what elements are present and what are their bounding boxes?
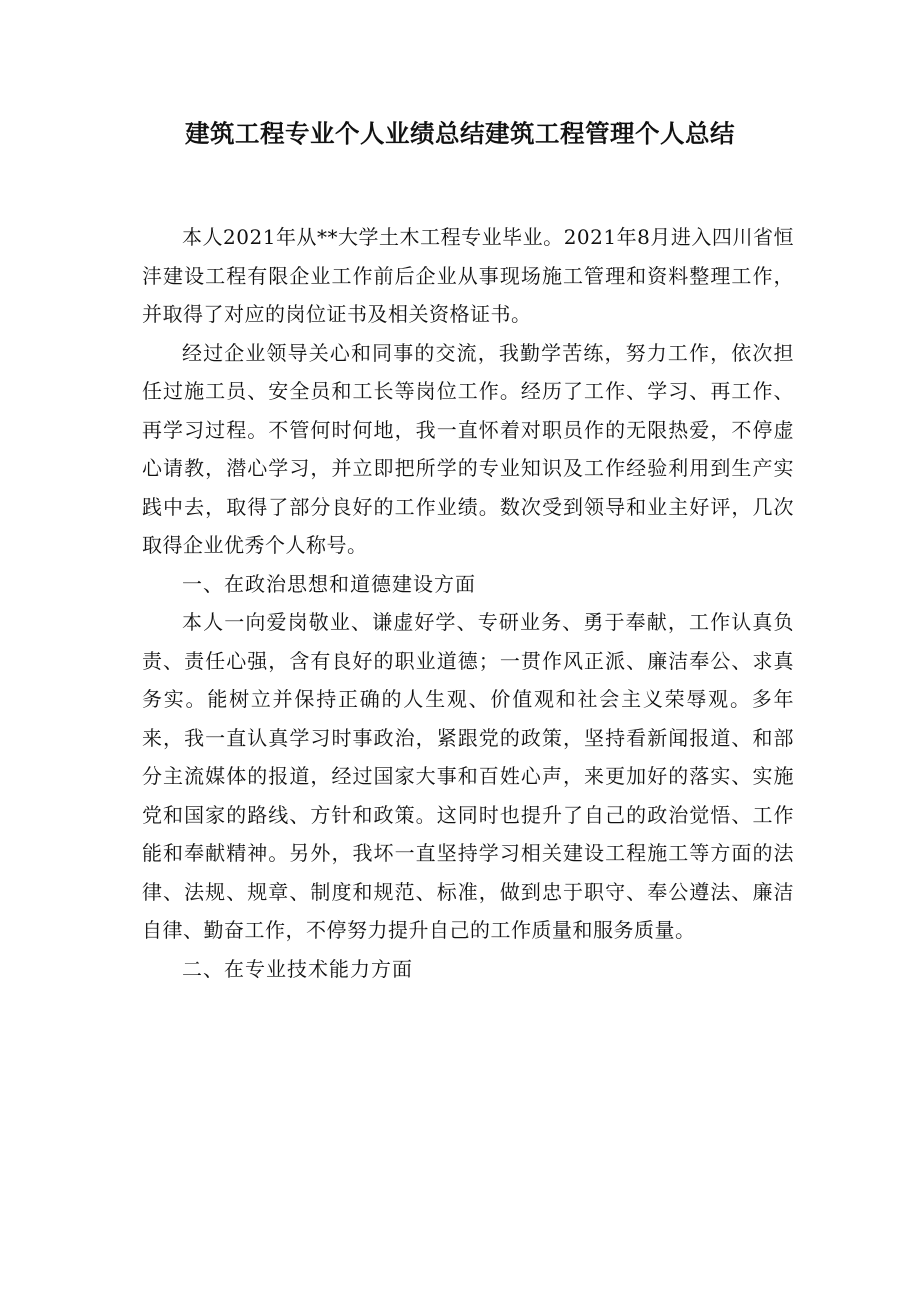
paragraph-experience: 经过企业领导关心和同事的交流，我勤学苦练，努力工作，依次担任过施工员、安全员和工长等岗位工作。经历了工作、学习、再工作、再学习过程。不管何时何地，我一直怀着对职员作的无限热爱，不停虚心请教，潜心学习，并立即把所学的专业知识及工作经验利用到生产实践中去，取得了部分良好的工作业绩。数次受到领导和业主好评，几次取得企业优秀个人称号。	[142, 340, 794, 557]
paragraph-political: 本人一向爱岗敬业、谦虚好学、专研业务、勇于奉献，工作认真负责、责任心强，含有良好的职业道德；一贯作风正派、廉洁奉公、求真务实。能树立并保持正确的人生观、价值观和社会主义荣辱观。多年来，我一直认真学习时事政治，紧跟党的政策，坚持看新闻报道、和部分主流媒体的报道，经过国家大事和百姓心声，来更加好的落实、实施党和国家的路线、方针和政策。这同时也提升了自己的政治觉悟、工作能和奉献精神。另外，我坏一直坚持学习相关建设工程施工等方面的法律、法规、规章、制度和规范、标准，做到忠于职守、奉公遵法、廉洁自律、勤奋工作，不停努力提升自己的工作质量和服务质量。	[142, 610, 794, 942]
section-heading-technical: 二、在专业技术能力方面	[182, 956, 413, 981]
document-title: 建筑工程专业个人业绩总结建筑工程管理个人总结	[185, 119, 735, 148]
paragraph-intro: 本人2021年从**大学土木工程专业毕业。2021年8月进入四川省恒沣建设工程有限企业工作前后企业从事现场施工管理和资料整理工作，并取得了对应的岗位证书及相关资格证书。	[142, 225, 794, 326]
section-heading-political: 一、在政治思想和道德建设方面	[182, 571, 476, 596]
document-body	[142, 218, 794, 988]
